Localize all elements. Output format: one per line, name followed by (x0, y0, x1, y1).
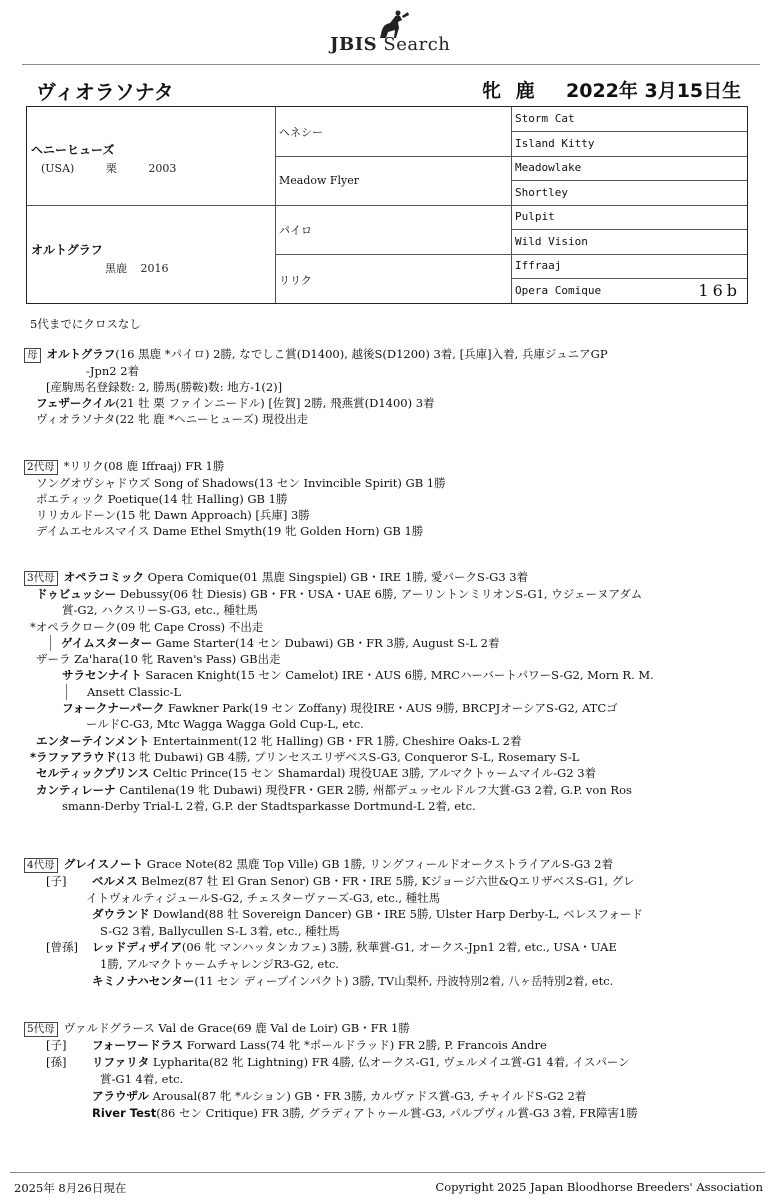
g3-line-cont-4: smann-Derby Trial-L 2着, G.P. der Stadtsparkasse Dortmund-L 2着, etc. (62, 798, 476, 813)
g3-offspring-entertainment[interactable]: エンターテインメント (36, 733, 150, 748)
footer-copyright: Copyright 2025 Japan Bloodhorse Breeders' Association (435, 1180, 763, 1194)
pedigree-g3-6[interactable]: Wild Vision (515, 235, 588, 248)
section-5th-dam: 5代母 ヴァルドグラース Val de Grace(69 鹿 Val de Loir) GB・FR 1勝 [子] フォーワードラス Forward Lass(74 牝 *ポールドラッド) FR 2勝, P. Francois Andre [孫] リファリタ Lypharita(82 牝 Lightning) FR 4勝, 仏オークス-G1, ヴェルメイユ賞-G1 4着, イスパーン 賞-G1 4着, etc. アラウザル Arousal(87 牝 *ルション) GB・FR 3勝, カルヴァドス賞-G3, チャイルドS-G2 2着 River Test(86 セン Critique) FR 3勝, グラディアトゥール賞-G3, パルブヴィル賞-G3 3着, FR障害1勝 (24, 1020, 764, 1122)
g3-offspring-operacloak: *オペラクローク(09 牝 Cape Cross) 不出走 (30, 619, 264, 634)
g3-offspring-zahara: ザーラ Za'hara(10 牝 Raven's Pass) GB出走 (36, 652, 281, 667)
logo-jbis: JBIS (330, 34, 378, 55)
g4-line-cont-3: 1勝, アルマクトゥームチャレンジR3-G2, etc. (100, 956, 339, 971)
dam-line-cont: -Jpn2 2着 (86, 364, 140, 378)
g3-dam-name[interactable]: オペラコミック (63, 570, 144, 584)
section-3rd-dam: 3代母 オペラコミック Opera Comique(01 黒鹿 Singspiel) GB・IRE 1勝, 愛パークS-G3 3着 ドゥビュッシー Debussy(06 牡 Diesis) GB・FR・USA・UAE 6勝, アーリントンミリオンS-G1, ウジェーヌアダム 賞-G2, ハクスリーS-G3, etc., 種牡馬 *オペラクローク(09 牝 Cape Cross) 不出走 ゲイムスターター Game Starter(14 セン Dubawi) GB・FR 3勝, August S-L 2着 ザーラ Za'hara(10 牝 Raven's Pass) GB出走 サラセンナイト Saracen Knight(15 セン Camelot) IRE・AUS 6勝, MRCハーバートパワーS-G2, Morn R. M. Ansett Classic-L フォークナーパーク Fawkner Park(19 セン Zoffany) 現役IRE・AUS 9勝, BRCPJオーシアS-G2, ATCゴ ールドC-G3, Mtc Wagga Wagga Gold Cup-L, etc. エンターテインメント Entertainment(12 牝 Halling) GB・FR 1勝, Cheshire Oaks-L 2着 *ラファアラウド(13 牝 Dubawi) GB 4勝, プリンセスエリザベスS-G3, Conqueror S-L, Rosemary S-L セルティックプリンス Celtic Prince(15 セン Shamardal) 現役UAE 3勝, アルマクトゥームマイル-G2 3着 カンティレーナ Cantilena(19 牝 Dubawi) 現役FR・GER 2勝, 州都デュッセルドルフ大賞-G3 2着, G.P. von Ros smann-Derby Trial-L 2着, G.P. der Stadtsparkasse Dortmund-L 2着, etc. (24, 569, 764, 814)
g5-label-child: [子] (46, 1038, 67, 1052)
offspring-name[interactable]: フェザークイル (36, 396, 116, 410)
pedigree-g3-1[interactable]: Storm Cat (515, 112, 575, 125)
pedigree-g3-3[interactable]: Meadowlake (515, 161, 582, 174)
pedigree-g3-4[interactable]: Shortley (515, 186, 568, 199)
pedigree-table (26, 106, 748, 304)
dam-line-name[interactable]: オルトグラフ (46, 347, 116, 361)
sire-year: 2003 (148, 162, 177, 175)
pedigree-sire-sire[interactable]: ヘネシー (279, 126, 323, 139)
g3-grand-fawknerpark[interactable]: フォークナーパーク (62, 701, 165, 716)
pedigree-dam-dam[interactable]: リリク (279, 274, 312, 287)
pedigree-dam-sire[interactable]: パイロ (279, 224, 312, 237)
pedigree-g3-8[interactable]: Opera Comique (515, 284, 602, 297)
g4-label-greatgrand: [曾孫] (46, 940, 78, 955)
pedigree-g3-7[interactable]: Iffraaj (515, 259, 562, 272)
sire-color: 栗 (105, 162, 117, 175)
pedigree-sire-dam[interactable]: Meadow Flyer (279, 174, 360, 187)
horse-birth-date: 2022年 3月15日生 (566, 80, 742, 102)
pedigree-dam[interactable] (31, 241, 169, 276)
dam-color: 黒鹿 (105, 262, 127, 275)
g3-grand-saracenknight[interactable]: サラセンナイト (62, 668, 142, 683)
g3-line-cont-1: 賞-G2, ハクスリーS-G3, etc., 種牡馬 (62, 603, 258, 618)
g5-dam-line: ヴァルドグラース Val de Grace(69 鹿 Val de Loir) GB・FR 1勝 (63, 1021, 410, 1035)
g4-dam-name[interactable]: グレイスノート (63, 857, 144, 871)
g3-line-cont-2: Ansett Classic-L (66, 684, 764, 700)
horse-title-row (36, 76, 756, 104)
dam-offspring-stats: [産駒馬名登録数: 2, 勝馬(勝鞍)数: 地方-1(2)] (46, 380, 283, 394)
g2-offspring-3: リリカルドーン(15 牝 Dawn Approach) [兵庫] 3勝 (36, 508, 310, 522)
pedigree-g3-2[interactable]: Island Kitty (515, 137, 595, 150)
dam-name: オルトグラフ (31, 243, 103, 257)
g5-label-grand: [孫] (46, 1055, 67, 1069)
footer-divider (10, 1172, 765, 1173)
g4-line-cont-1: イトヴォルティジュールS-G2, チェスターヴァーズ-G3, etc., 種牡馬 (86, 890, 441, 905)
g4-offspring-kiminona[interactable]: キミノナハセンター (92, 973, 195, 988)
g5-offspring-lypharita[interactable]: リファリタ (92, 1055, 150, 1069)
dam-year: 2016 (140, 262, 169, 275)
g3-offspring-celticprince[interactable]: セルティックプリンス (36, 766, 150, 781)
section-dam: 母 オルトグラフ(16 黒鹿 *パイロ) 2勝, なでしこ賞(D1400), 越後S(D1200) 3着, [兵庫]入着, 兵庫ジュニアGP -Jpn2 2着 [産駒馬名登録数: 2, 勝馬(勝鞍)数: 地方-1(2)] フェザークイル(21 牡 栗 ファインニードル) [佐賀] 2勝, 飛燕賞(D1400) 3着 ヴィオラソナタ(22 牝 鹿 *ヘニーヒューズ) 現役出走 (24, 346, 764, 427)
g4-label-child: [子] (46, 874, 67, 888)
logo-search: Search (383, 34, 451, 55)
g4-offspring-belmez[interactable]: ベルメス (92, 874, 138, 888)
g2-dam-line: *リリク(08 鹿 Iffraaj) FR 1勝 (63, 459, 225, 473)
header-divider (22, 64, 760, 65)
footer-date: 2025年 8月26日現在 (14, 1181, 127, 1195)
tag-5th-dam: 5代母 (24, 1022, 58, 1037)
g4-offspring-reddesire[interactable]: レッドディザイア (92, 940, 182, 955)
horse-sex-color: 牝 鹿 (482, 80, 539, 102)
jbis-search-logo (326, 10, 466, 56)
g3-offspring-laugh-aloud[interactable]: *ラファアラウド (30, 749, 117, 764)
g2-offspring-1: ソングオヴシャドウズ Song of Shadows(13 セン Invincible Spirit) GB 1勝 (36, 476, 446, 490)
pedigree-g3-5[interactable]: Pulpit (515, 210, 555, 223)
g3-offspring-debussy[interactable]: ドゥビュッシー (36, 587, 117, 601)
cross-note: 5代までにクロスなし (30, 317, 141, 331)
section-4th-dam: 4代母 グレイスノート Grace Note(82 黒鹿 Top Ville) GB 1勝, リングフィールドオークストライアルS-G3 2着 [子] ベルメス Belmez(87 牡 El Gran Senor) GB・FR・IRE 5勝, Kジョージ六世&QエリザベスS-G1, グレ イトヴォルティジュールS-G2, チェスターヴァーズ-G3, etc., 種牡馬 ダウランド Dowland(88 牡 Sovereign Dancer) GB・IRE 5勝, Ulster Harp Derby-L, ベレスフォード S-G2 3着, Ballycullen S-L 3着, etc., 種牡馬 [曾孫] レッドディザイア(06 牝 マンハッタンカフェ) 3勝, 秋華賞-G1, オークス-Jpn1 2着, etc., USA・UAE 1勝, アルマクトゥームチャレンジR3-G2, etc. キミノナハセンター(11 セン ディープインパクト) 3勝, TV山梨杯, 丹波特別2着, 八ヶ岳特別2着, etc. (24, 856, 764, 989)
g5-offspring-forwardlass[interactable]: フォーワードラス (92, 1038, 184, 1052)
section-2nd-dam (24, 458, 764, 539)
g2-offspring-2: ポエティック Poetique(14 牡 Halling) GB 1勝 (36, 492, 288, 506)
horse-name: ヴィオラソナタ (36, 80, 174, 104)
tag-2nd-dam: 2代母 (24, 460, 58, 475)
g5-line-cont-1: 賞-G1 4着, etc. (100, 1072, 184, 1086)
tag-3rd-dam: 3代母 (24, 571, 58, 586)
g5-offspring-rivertest[interactable]: River Test (92, 1106, 157, 1120)
sire-origin: (USA) (41, 162, 75, 175)
g3-line-cont-3: ールドC-G3, Mtc Wagga Wagga Gold Cup-L, etc. (86, 717, 364, 732)
tag-4th-dam: 4代母 (24, 858, 58, 873)
g3-offspring-cantilena[interactable]: カンティレーナ (36, 782, 116, 797)
offspring-self: ヴィオラソナタ(22 牝 鹿 *ヘニーヒューズ) 現役出走 (36, 412, 309, 426)
g4-line-cont-2: S-G2 3着, Ballycullen S-L 3着, etc., 種牡馬 (100, 923, 340, 938)
g2-offspring-4: デイムエセルスマイス Dame Ethel Smyth(19 牝 Golden Horn) GB 1勝 (36, 524, 424, 538)
tag-dam: 母 (24, 348, 41, 363)
g3-grand-gamestarter[interactable]: ゲイムスターター (61, 635, 153, 650)
g4-offspring-dowland[interactable]: ダウランド (92, 907, 150, 922)
pedigree-sire[interactable] (31, 141, 176, 176)
inbreed-count: 16b (698, 281, 741, 300)
g5-offspring-arousal[interactable]: アラウザル (92, 1089, 149, 1103)
sire-name: ヘニーヒューズ (31, 143, 115, 157)
